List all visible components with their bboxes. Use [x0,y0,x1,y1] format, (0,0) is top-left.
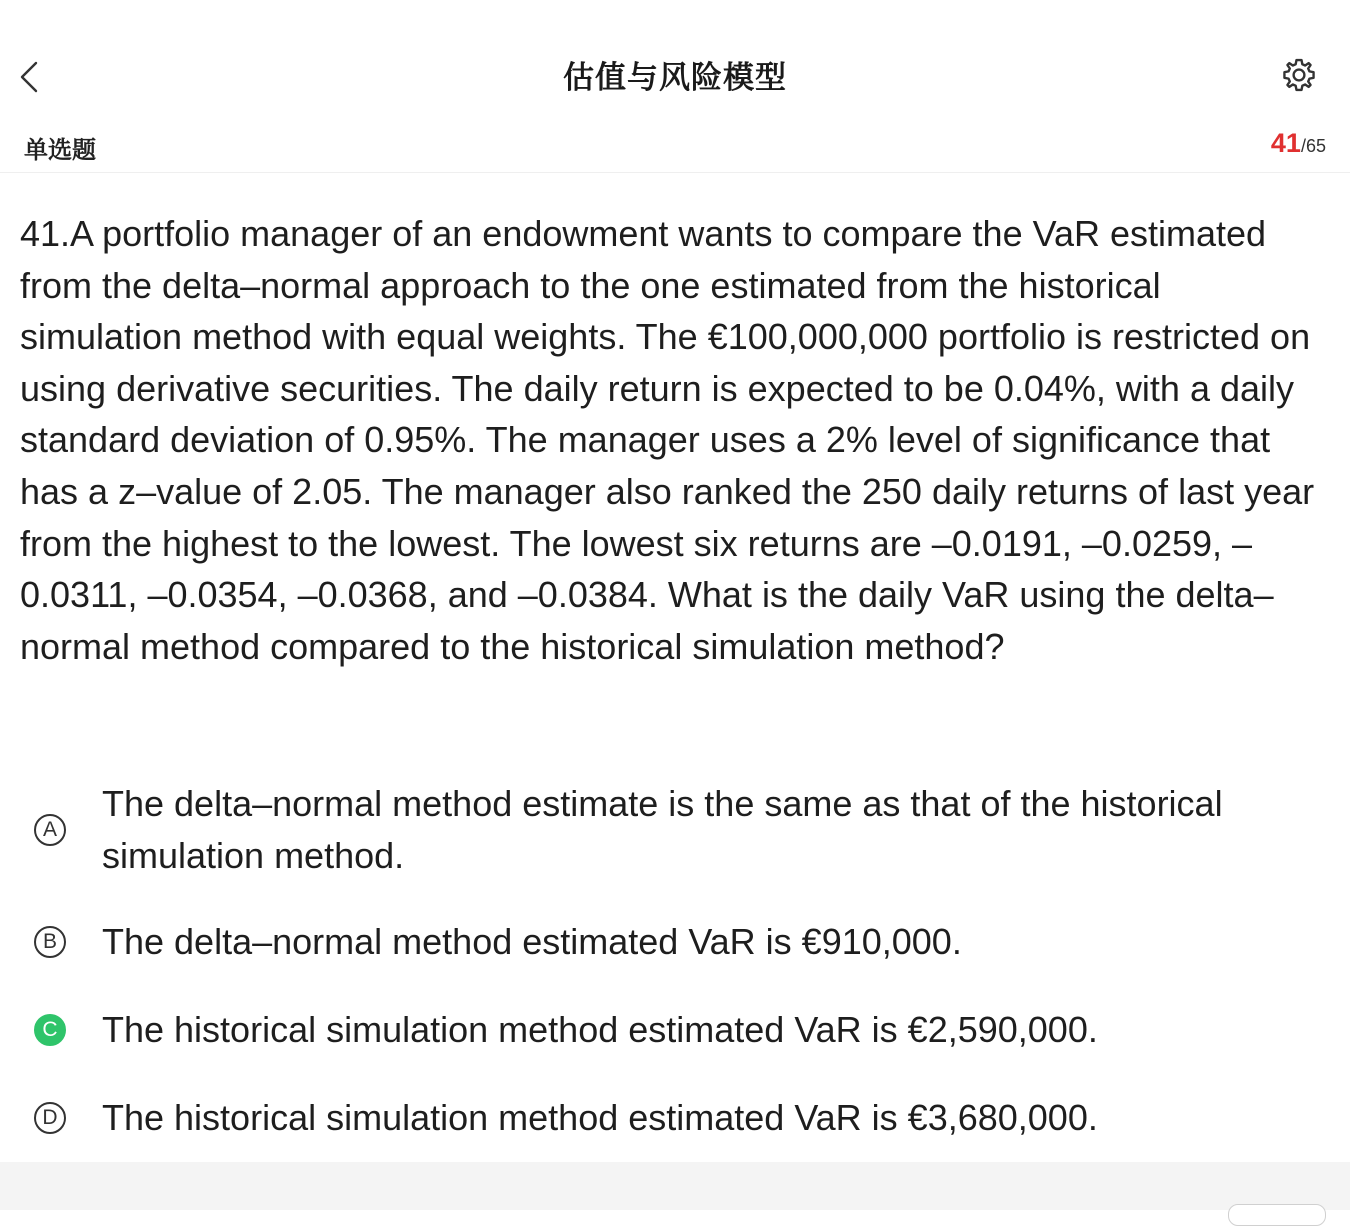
option-a[interactable] [0,778,1350,888]
option-c[interactable] [0,1004,1350,1064]
question-text: 41.A portfolio manager of an endowment wants to compare the VaR estimated from the delta–normal approach to the one estimated from the historical simulation method with equal weights. The €100,000,000 portfolio is restricted on using derivative securities. The daily return is expected to be 0.04%, with a daily standard deviation of 0.95%. The manager uses a 2% level of significance that has a z–value of 2.05. The manager also ranked the 250 daily returns of last year from the highest to the lowest. The lowest six returns are –0.0191, –0.0259, –0.0311, –0.0354, –0.0368, and –0.0384. What is the daily VaR using the delta–normal method compared to the historical simulation method? [20,213,1315,667]
question-type-label: 单选题 [24,136,96,164]
gear-icon [1280,56,1318,94]
option-d-text: The historical simulation method estimated VaR is €3,680,000. [102,1097,1098,1138]
footer-button[interactable] [1228,1204,1326,1226]
option-c-text: The historical simulation method estimated VaR is €2,590,000. [102,1009,1098,1050]
question-progress [1271,128,1326,159]
option-d[interactable] [0,1092,1350,1152]
progress-current: 41 [1270,128,1301,158]
bottom-panel [0,1162,1350,1210]
option-b-text: The delta–normal method estimated VaR is €910,000. [102,921,962,962]
question-info-bar [0,120,1350,173]
settings-button[interactable] [1280,56,1318,94]
option-d-marker: D [34,1102,66,1134]
progress-separator: / [1300,136,1306,156]
page-title: 估值与风险模型 [563,60,787,96]
option-b[interactable] [0,916,1350,976]
top-navigation-bar [0,0,1350,120]
progress-total: 65 [1305,136,1326,156]
option-b-marker: B [34,926,66,958]
option-a-text: The delta–normal method estimate is the same as that of the historical simulation method. [102,783,1223,876]
option-a-marker: A [34,814,66,846]
option-c-marker-correct: C [34,1014,66,1046]
